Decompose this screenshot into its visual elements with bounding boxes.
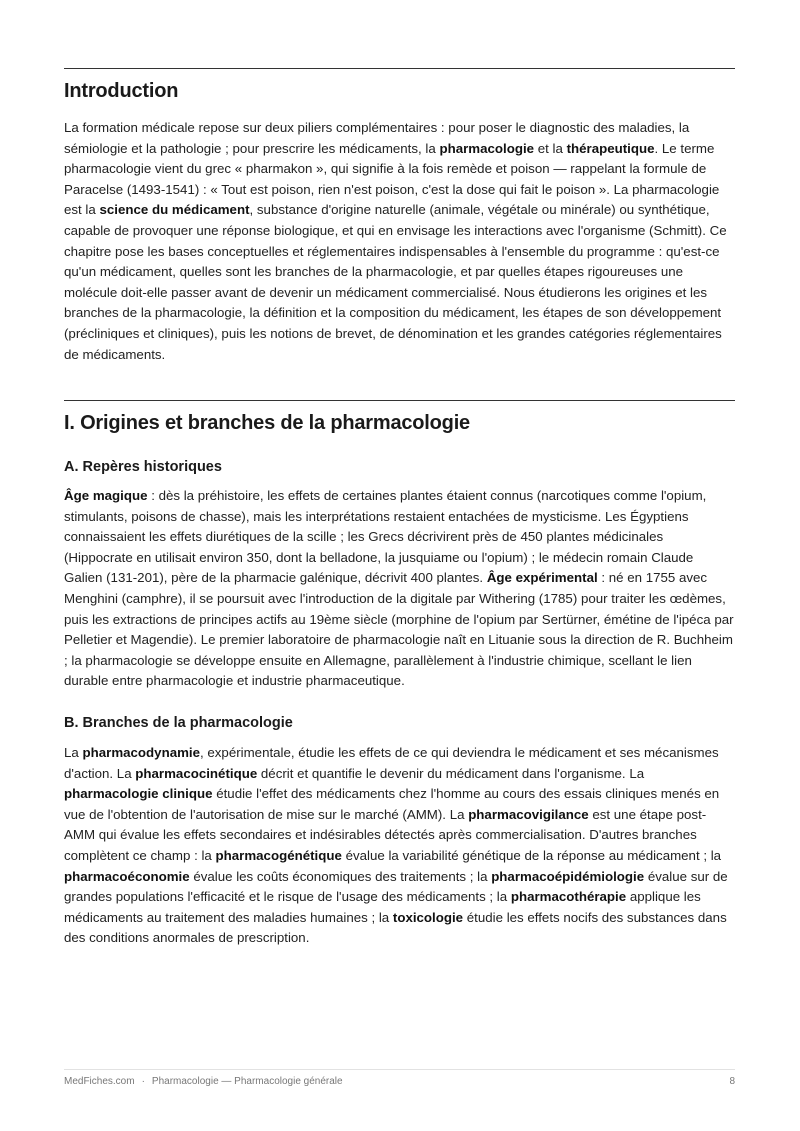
text-run: La formation médicale repose sur deux piliers complémentaires : pour poser le diagnostic des maladies, la sémiologie et la pathologie ; pour prescrire les médicaments, la bbox=[64, 120, 690, 156]
page-footer bbox=[64, 1076, 735, 1087]
text-run: décrit et quantifie le devenir du médicament dans l'organisme. La bbox=[257, 765, 645, 781]
bold-term: toxicologie bbox=[392, 909, 464, 925]
bold-term: Âge magique bbox=[64, 488, 148, 503]
text-run: évalue sur de grandes populations l'efficacité et le risque de l'usage des médicaments ; la bbox=[64, 868, 728, 905]
branches-paragraph bbox=[64, 743, 735, 949]
section-divider bbox=[64, 68, 735, 69]
section-title-origines: I. Origines et branches de la pharmacologie bbox=[64, 412, 470, 434]
bold-term: science du médicament bbox=[99, 202, 250, 218]
subsection-title-branches: B. Branches de la pharmacologie bbox=[64, 715, 293, 731]
text-run: : né en 1755 avec Menghini (camphre), il se poursuit avec l'introduction de la digitale par Withering (1785) pour traiter les œdèmes, puis les extractions de principes actifs au 19ème siècle (morphine de l'opium par Sertürner, émétine de l'ipéca par Pelletier et Magendie). Le premier laboratoire de pharmacologie naît en Lituanie sous la direction de R. Buchheim ; la pharmacologie se développe ensuite en Allemagne, parallèlement à l'industrie chimique, scellant le lien durable entre pharmacologie et industrie pharmaceutique. bbox=[64, 570, 734, 689]
bold-term: pharmacologie bbox=[439, 140, 535, 156]
text-run: étudie l'effet des médicaments chez l'homme au cours des essais cliniques menés en vue de l'obtention de l'autorisation de mise sur le marché (AMM). La bbox=[64, 786, 720, 822]
footer-separator: · bbox=[141, 1076, 145, 1087]
footer-left bbox=[64, 1076, 343, 1087]
subsection-title-reperes: A. Repères historiques bbox=[64, 459, 222, 475]
text-run: , substance d'origine naturelle (animale, végétale ou minérale) ou synthétique, capable de provoquer une réponse biologique, et qui en envisage les interactions avec l'organisme (Schmitt). Ce chapitre pose les bases conceptuelles et réglementaires indispensables à l'ensemble du programme : qu'est-ce qu'un médicament, quelles sont les branches de la pharmacologie, et par quelles étapes rigoureuses une molécule doit-elle passer avant de devenir un médicament commercialisé. Nous étudierons les origines et les branches de la pharmacologie, la définition et la composition du médicament, les étapes de son développement (précliniques et cliniques), puis les notions de brevet, de dénomination et les grandes catégories réglementaires de médicaments. bbox=[64, 202, 727, 362]
introduction-paragraph bbox=[64, 118, 735, 365]
bold-term: pharmacologie clinique bbox=[64, 786, 213, 802]
bold-term: pharmacocinétique bbox=[135, 765, 258, 781]
bold-term: pharmacothérapie bbox=[510, 889, 627, 905]
text-run: : dès la préhistoire, les effets de certaines plantes étaient connus (narcotiques comme l'opium, stimulants, poisons de chasse), mais les interprétations restaient entachées de mysticisme. Les Égyptiens connaissaient les effets diurétiques de la scille ; les Grecs décrivirent près de 450 plantes médicinales (Hippocrate en utilisait environ 350, dont la belladone, la jusquiame ou l'opium) ; le médecin romain Claude Galien (131-201), père de la pharmacie galénique, décrivit 400 plantes. bbox=[64, 488, 707, 586]
bold-term: pharmacovigilance bbox=[468, 806, 589, 822]
page-number: 8 bbox=[729, 1076, 735, 1087]
bold-term: pharmacodynamie bbox=[82, 745, 200, 760]
bold-term: thérapeutique bbox=[566, 140, 655, 156]
footer-divider bbox=[64, 1069, 735, 1070]
section-divider bbox=[64, 400, 735, 401]
reperes-paragraph bbox=[64, 486, 735, 692]
bold-term: pharmacoéconomie bbox=[64, 868, 190, 884]
bold-term: pharmacoépidémiologie bbox=[491, 868, 645, 884]
text-run: évalue les coûts économiques des traitements ; la bbox=[189, 868, 492, 884]
text-run: . Le terme pharmacologie vient du grec « pharmakon », qui signifie à la fois remède et poison — rappelant la formule de Paracelse (1493-1541) : « Tout est poison, rien n'est poison, c'est la dose qui fait le poison ». La pharmacologie est la bbox=[64, 140, 720, 218]
text-run: et la bbox=[534, 140, 567, 156]
footer-breadcrumb: Pharmacologie — Pharmacologie générale bbox=[151, 1076, 343, 1087]
footer-site-name: MedFiches.com bbox=[64, 1076, 135, 1087]
bold-term: Âge expérimental bbox=[486, 570, 598, 586]
text-run: étudie les effets nocifs des substances dans des conditions anormales de prescription. bbox=[64, 909, 727, 946]
text-run: , expérimentale, étudie les effets de ce qui deviendra le médicament et ses mécanismes d'action. La bbox=[64, 745, 719, 781]
bold-term: pharmacogénétique bbox=[215, 847, 342, 863]
text-run: est une étape post-AMM qui évalue les effets secondaires et indésirables détectés après commercialisation. D'autres branches complètent ce champ : la bbox=[64, 806, 707, 863]
text-run: La bbox=[64, 745, 83, 760]
section-title-introduction: Introduction bbox=[64, 80, 179, 102]
text-run: évalue la variabilité génétique de la réponse au médicament ; la bbox=[341, 847, 722, 863]
text-run: applique les médicaments au traitement des maladies humaines ; la bbox=[64, 889, 701, 925]
